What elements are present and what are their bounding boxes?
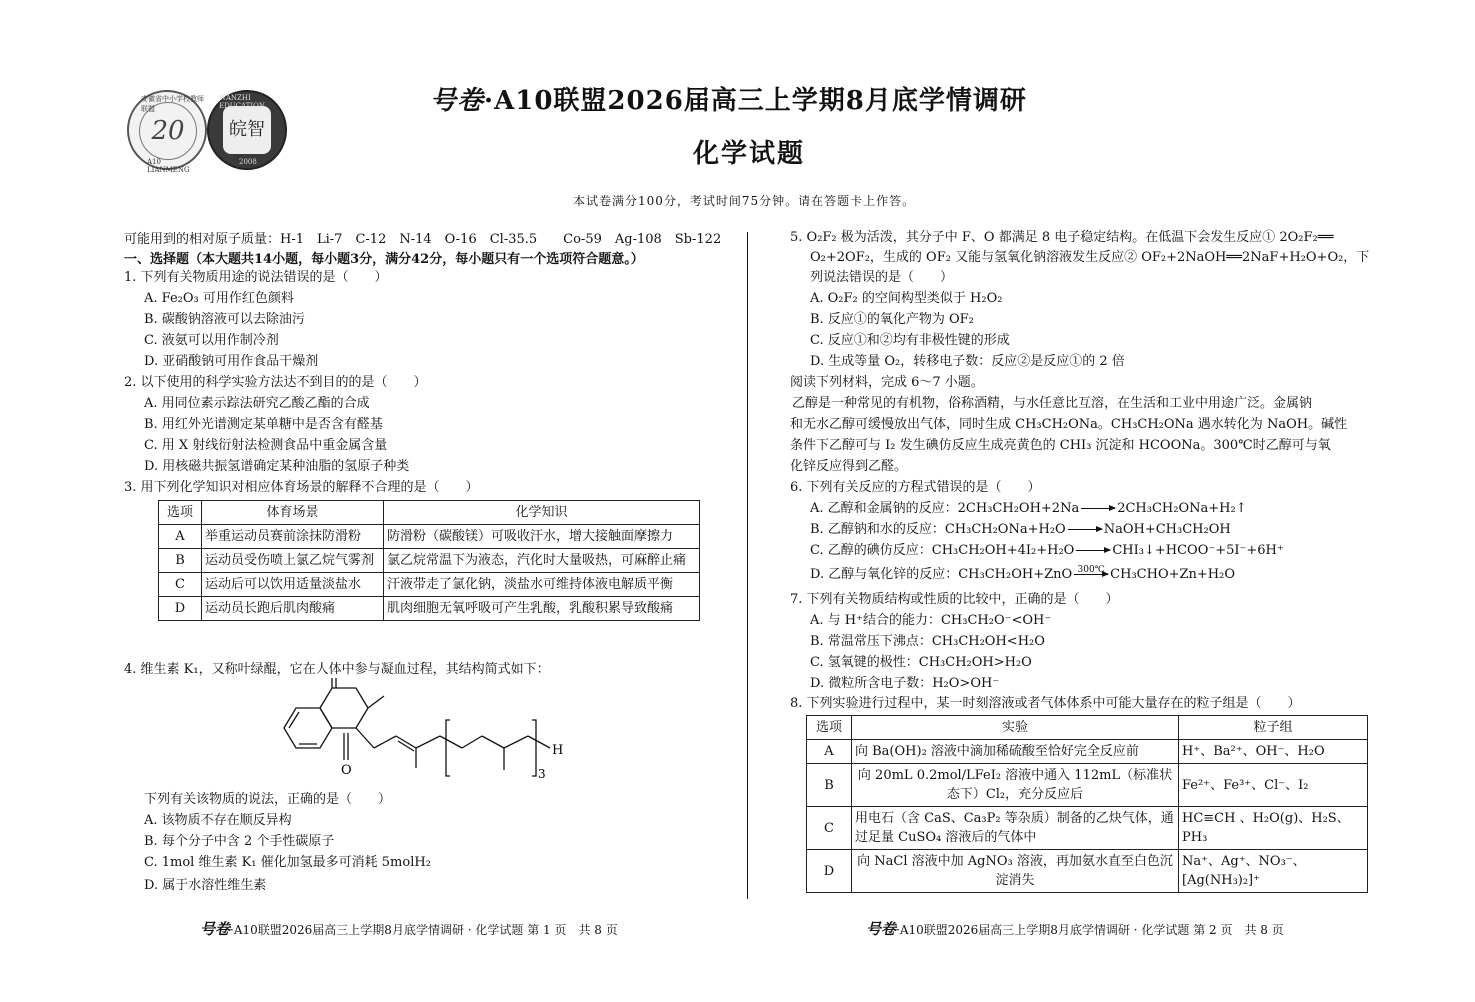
reaction-arrow: [1076, 550, 1110, 551]
q1-option-d: D. 亚硝酸钠可用作食品干燥剂: [144, 354, 319, 369]
q7-option-d: D. 微粒所含电子数：H₂O>OH⁻: [810, 676, 1000, 691]
q7-option-a: A. 与 H⁺结合的能力：CH₃CH₂O⁻<OH⁻: [810, 613, 1052, 628]
left-column: [124, 230, 722, 893]
q5-option-a: A. O₂F₂ 的空间构型类似于 H₂O₂: [810, 291, 1003, 306]
q3-cell: 运动后可以饮用适量淡盐水: [202, 573, 384, 597]
q8-stem: 8. 下列实验进行过程中，某一时刻溶液或者气体体系中可能大量存在的粒子组是（ ）: [790, 696, 1301, 711]
q4-option-b: B. 每个分子中含 2 个手性碳原子: [144, 834, 335, 849]
q4-option-c: C. 1mol 维生素 K₁ 催化加氢最多可消耗 5molH₂: [144, 855, 431, 870]
q3-table-header: [159, 501, 700, 525]
q3-cell: 防滑粉（碳酸镁）可吸收汗水，增大接触面摩擦力: [384, 525, 700, 549]
q8-table: [806, 715, 1368, 893]
q8-cell: HC≡CH 、H₂O(g)、H₂S、PH₃: [1179, 807, 1368, 850]
chain-bond: [416, 736, 440, 748]
q3-cell: A: [159, 525, 202, 549]
passage-line: 条件下乙醇可与 I₂ 发生碘仿反应生成亮黄色的 CHI₃ 沉淀和 HCOONa。300℃时乙醇可与氧: [790, 438, 1331, 453]
q3-cell: 运动员长跑后肌肉酸痛: [202, 597, 384, 621]
passage-intro: 阅读下列材料，完成 6～7 小题。: [790, 375, 984, 390]
q8-table-header: [807, 716, 1368, 740]
right-column: [790, 228, 1370, 908]
q3-header-option: 选项: [159, 501, 202, 525]
footer-page-1: [200, 918, 618, 939]
q2-option-d: D. 用核磁共振氢谱确定某种油脂的氢原子种类: [144, 459, 410, 474]
q6-b-reactants: B. 乙醇钠和水的反应：CH₃CH₂ONa+H₂O: [810, 522, 1066, 537]
q5-line-2: O₂+2OF₂，生成的 OF₂ 又能与氢氧化钠溶液发生反应② OF₂+2NaOH══2NaF+H₂O+O₂，下: [810, 250, 1370, 265]
footer-page-2: [866, 918, 1284, 939]
footer-text: ·A10联盟2026届高三上学期8月底学情调研 · 化学试题 第 2 页 共 8 页: [896, 923, 1284, 937]
brand-mark: 号卷: [430, 86, 485, 116]
q2-stem: 2. 以下使用的科学实验方法达不到目的的是（ ）: [124, 375, 427, 390]
repeat-count: 3: [538, 767, 546, 781]
q1-option-c: C. 液氨可以用作制冷剂: [144, 333, 279, 348]
hydrogen-end: H: [552, 743, 564, 758]
footer-brand: 号卷: [200, 920, 231, 938]
q8-cell: A: [807, 740, 852, 764]
atomic-masses: 可能用到的相对原子质量：H-1 Li-7 C-12 N-14 O-16 Cl-35.5 Co-59 Ag-108 Sb-122: [124, 232, 722, 247]
q7-option-c: C. 氢氧键的极性：CH₃CH₂OH>H₂O: [810, 655, 1032, 670]
reaction-arrow: [1081, 508, 1115, 509]
chain-bond: [356, 728, 374, 748]
wanzhi-education-logo: [207, 90, 287, 170]
q6-option-a: [790, 499, 1247, 519]
q4-option-d: D. 属于水溶性维生素: [144, 878, 267, 893]
q6-c-products: CHI₃↓+HCOO⁻+5I⁻+6H⁺: [1112, 543, 1284, 558]
logo1-bottom-text: A10 LIANMENG: [147, 158, 190, 174]
q6-stem: 6. 下列有关反应的方程式错误的是（ ）: [790, 480, 1041, 495]
q1-stem: 1. 下列有关物质用途的说法错误的是（ ）: [124, 270, 388, 285]
bracket-right: [532, 720, 536, 776]
q3-table: [158, 500, 700, 621]
q3-cell: D: [159, 597, 202, 621]
q6-option-b: [790, 520, 1231, 540]
chain-bond: [528, 736, 550, 748]
q8-cell: 向 NaCl 溶液中加 AgNO₃ 溶液，再加氨水直至白色沉淀消失: [852, 850, 1179, 893]
table-row: [159, 549, 700, 573]
passage-line: 化锌反应得到乙醛。: [790, 459, 908, 474]
q8-cell: 用电石（含 CaS、Ca₃P₂ 等杂质）制备的乙炔气体，通过足量 CuSO₄ 溶液后的气体中: [852, 807, 1179, 850]
q6-d-products: CH₃CHO+Zn+H₂O: [1110, 567, 1236, 582]
q8-header-particles: 粒子组: [1179, 716, 1368, 740]
q8-cell: B: [807, 764, 852, 807]
q6-option-c: [790, 541, 1284, 561]
logo1-ring-text: 安徽省中小学校教师联盟: [141, 95, 204, 113]
q6-option-d: [790, 565, 1235, 585]
q4-stem: 4. 维生素 K₁，又称叶绿醌，它在人体中参与凝血过程，其结构简式如下：: [124, 662, 550, 677]
chain-bond: [482, 736, 504, 748]
oxygen-bottom: O: [341, 763, 352, 778]
bracket-left: [446, 720, 450, 776]
logo2-ring-text: WANZHI EDUCATION: [219, 94, 265, 110]
reaction-arrow: [1074, 565, 1108, 575]
q3-header-scene: 体育场景: [202, 501, 384, 525]
logo2-text: 皖智: [223, 106, 271, 154]
q8-cell: Fe²⁺、Fe³⁺、Cl⁻、I₂: [1179, 764, 1368, 807]
benzene-ring: [284, 708, 332, 748]
q8-header-option: 选项: [807, 716, 852, 740]
q6-a-reactants: A. 乙醇和金属钠的反应：2CH₃CH₂OH+2Na: [810, 501, 1080, 516]
q6-d-reactants: D. 乙醇与氧化锌的反应：CH₃CH₂OH+ZnO: [810, 567, 1073, 582]
methyl-bond: [368, 696, 384, 708]
q3-header-knowledge: 化学知识: [384, 501, 700, 525]
q5-line-3: 列说法错误的是（ ）: [810, 270, 954, 285]
quinone-ring: [320, 688, 368, 728]
q2-option-c: C. 用 X 射线衍射法检测食品中重金属含量: [144, 438, 388, 453]
exam-subtitle: 化学试题: [693, 139, 806, 169]
q1-option-b: B. 碳酸钠溶液可以去除油污: [144, 312, 305, 327]
q3-cell: 氯乙烷常温下为液态，汽化时大量吸热，可麻醉止痛: [384, 549, 700, 573]
footer-text: ·A10联盟2026届高三上学期8月底学情调研 · 化学试题 第 1 页 共 8 页: [230, 923, 618, 937]
q2-option-b: B. 用红外光谱测定某单糖中是否含有醛基: [144, 417, 383, 432]
q2-option-a: A. 用同位素示踪法研究乙酸乙酯的合成: [144, 396, 370, 411]
q7-option-b: B. 常温常压下沸点：CH₃CH₂OH<H₂O: [810, 634, 1045, 649]
table-row: [159, 597, 700, 621]
vitamin-k1-structure: [274, 678, 574, 788]
table-row: [159, 525, 700, 549]
q6-a-products: 2CH₃CH₂ONa+H₂↑: [1117, 501, 1247, 516]
q8-cell: 向 Ba(OH)₂ 溶液中滴加稀硫酸至恰好完全反应前: [852, 740, 1179, 764]
q6-c-reactants: C. 乙醇的碘仿反应：CH₃CH₂OH+4I₂+H₂O: [810, 543, 1075, 558]
section-1-heading: 一、选择题（本大题共14小题，每小题3分，满分42分，每小题只有一个选项符合题意。）: [124, 252, 644, 267]
table-row: [807, 850, 1368, 893]
q8-header-experiment: 实验: [852, 716, 1179, 740]
reaction-condition: 300℃: [1077, 565, 1105, 575]
q5-line-1: 5. O₂F₂ 极为活泼，其分子中 F、O 都满足 8 电子稳定结构。在低温下会发生反应① 2O₂F₂══: [790, 230, 1334, 245]
q3-cell: 汗液带走了氯化钠，淡盐水可维持体液电解质平衡: [384, 573, 700, 597]
chain-bond: [462, 736, 482, 748]
q4-option-a: A. 该物质不存在顺反异构: [144, 813, 292, 828]
q3-stem: 3. 用下列化学知识对相应体育场景的解释不合理的是（ ）: [124, 480, 479, 495]
passage-line: 乙醇是一种常见的有机物，俗称酒精，与水任意比互溶，在生活和工业中用途广泛。金属钠: [792, 396, 1313, 411]
table-row: [807, 740, 1368, 764]
table-row: [807, 807, 1368, 850]
chain-bond: [374, 736, 396, 748]
table-row: [159, 573, 700, 597]
chain-bond: [440, 736, 462, 748]
q3-cell: 肌肉细胞无氧呼吸可产生乳酸，乳酸积累导致酸痛: [384, 597, 700, 621]
q8-cell: D: [807, 850, 852, 893]
table-row: [807, 764, 1368, 807]
reaction-arrow: [1068, 529, 1102, 530]
logo2-year: 2008: [239, 158, 257, 166]
passage-line: 和无水乙醇可缓慢放出气体，同时生成 CH₃CH₂ONa。CH₃CH₂ONa 遇水转化为 NaOH。碱性: [790, 417, 1348, 432]
q6-b-products: NaOH+CH₃CH₂OH: [1103, 522, 1231, 537]
q8-cell: C: [807, 807, 852, 850]
q8-cell: H⁺、Ba²⁺、OH⁻、H₂O: [1179, 740, 1368, 764]
column-divider: [747, 232, 748, 899]
title-text: ·A10联盟2026届高三上学期8月底学情调研: [484, 86, 1027, 116]
exam-note: 本试卷满分100分，考试时间75分钟。请在答题卡上作答。: [573, 194, 916, 208]
q1-option-a: A. Fe₂O₃ 可用作红色颜料: [144, 291, 294, 306]
q7-stem: 7. 下列有关物质结构或性质的比较中，正确的是（ ）: [790, 592, 1119, 607]
q5-option-c: C. 反应①和②均有非极性键的形成: [810, 333, 1010, 348]
q3-cell: 举重运动员赛前涂抹防滑粉: [202, 525, 384, 549]
q3-cell: C: [159, 573, 202, 597]
q8-cell: Na⁺、Ag⁺、NO₃⁻、[Ag(NH₃)₂]⁺: [1179, 850, 1368, 893]
footer-brand: 号卷: [866, 920, 897, 938]
exam-title: [430, 80, 1027, 117]
q8-cell: 向 20mL 0.2mol/LFeI₂ 溶液中通入 112mL（标准状态下）Cl₂，充分反应后: [852, 764, 1179, 807]
q4-sub: 下列有关该物质的说法，正确的是（ ）: [144, 792, 392, 807]
q3-cell: 运动员受伤喷上氯乙烷气雾剂: [202, 549, 384, 573]
logo1-number: 20: [139, 102, 197, 160]
q5-option-d: D. 生成等量 O₂，转移电子数：反应②是反应①的 2 倍: [810, 354, 1125, 369]
a10-alliance-logo: [127, 90, 207, 174]
q3-cell: B: [159, 549, 202, 573]
chain-bond: [504, 736, 528, 748]
q5-option-b: B. 反应①的氧化产物为 OF₂: [810, 312, 974, 327]
double-bond: [289, 712, 299, 728]
